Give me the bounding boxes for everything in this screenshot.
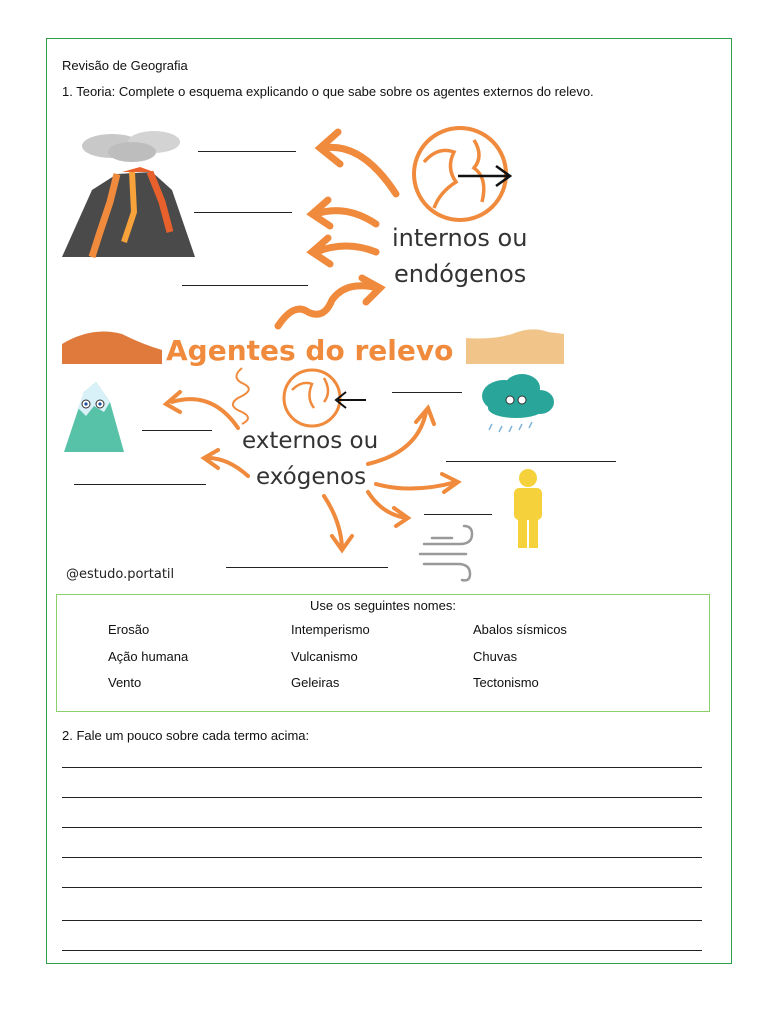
rain-cloud-icon [482,374,554,432]
exogenos-label: exógenos [256,464,367,490]
word-vulcanismo: Vulcanismo [291,649,358,664]
word-vento: Vento [108,675,142,690]
volcano-icon [62,131,195,257]
person-icon [514,469,542,548]
wind-icon [420,526,472,580]
word-tectonismo: Tectonismo [473,675,539,690]
word-bank-box [56,594,710,712]
question-1: 1. Teoria: Complete o esquema explicando o que sabe sobre os agentes externos do relevo. [62,84,594,99]
answer-line[interactable] [62,857,702,858]
answer-line[interactable] [62,887,702,888]
blank-3[interactable] [182,285,308,286]
word-geleiras: Geleiras [291,675,340,690]
word-bank-title: Use os seguintes nomes: [310,598,456,613]
desert-hill-icon [466,329,564,364]
answer-line[interactable] [62,827,702,828]
blank-9[interactable] [226,567,388,568]
answer-line[interactable] [62,920,702,921]
externos-label: externos ou [242,428,379,454]
answer-line[interactable] [62,950,702,951]
page-title: Revisão de Geografia [62,58,188,73]
word-acao-humana: Ação humana [108,649,189,664]
blank-2[interactable] [194,212,292,213]
endogenos-label: endógenos [394,260,527,288]
blank-8[interactable] [424,514,492,515]
blank-1[interactable] [198,151,296,152]
glacier-mountain-icon [64,382,124,452]
internos-label: internos ou [392,224,528,252]
word-erosao: Erosão [108,622,150,637]
word-intemperismo: Intemperismo [291,622,370,637]
relief-agents-scheme [62,112,564,588]
word-chuvas: Chuvas [473,649,518,664]
blank-5[interactable] [142,430,212,431]
blank-7[interactable] [74,484,206,485]
blank-4[interactable] [392,392,462,393]
squiggle-decoration [233,368,249,424]
mountain-icon [62,332,162,364]
globe-icon [414,128,506,220]
word-abalos-sismicos: Abalos sísmicos [473,622,567,637]
internos-arrows [278,132,396,326]
blank-6[interactable] [446,461,616,462]
answer-line[interactable] [62,797,702,798]
question-2: 2. Fale um pouco sobre cada termo acima: [62,728,310,743]
agentes-title: Agentes do relevo [166,334,454,367]
globe-icon [284,370,340,426]
author-handle: @estudo.portatil [66,567,175,582]
answer-line[interactable] [62,767,702,768]
